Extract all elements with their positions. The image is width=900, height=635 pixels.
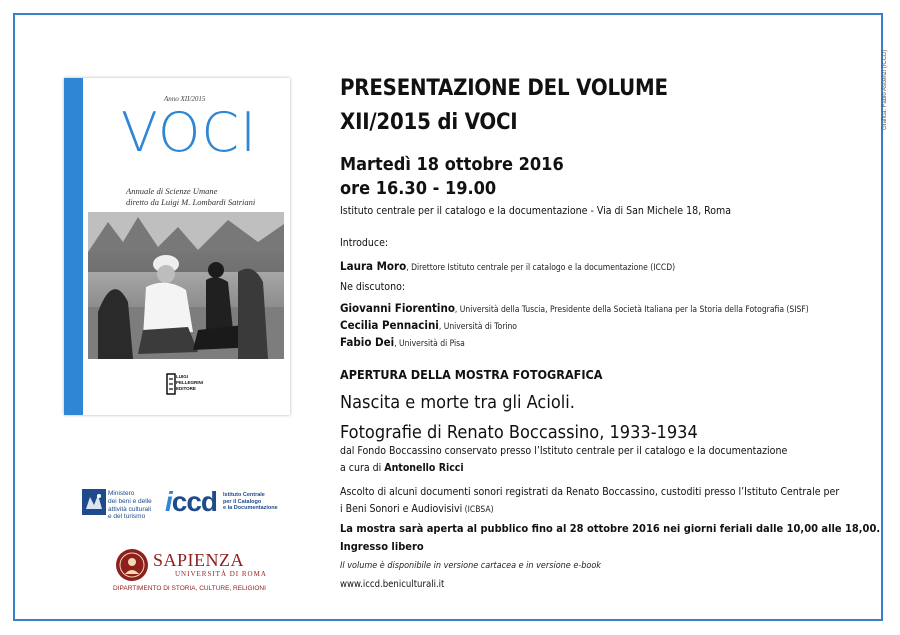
speaker-item: Cecilia Pennacini, Università di Torino [340, 318, 517, 332]
cover-title: VOCI [120, 101, 258, 164]
website-link[interactable]: www.iccd.beniculturali.it [340, 579, 445, 590]
speaker-item: Fabio Dei, Università di Pisa [340, 335, 465, 349]
free-entry: Ingresso libero [340, 540, 424, 553]
exhibition-title-line-1: Nascita e morte tra gli Acioli. [340, 392, 575, 413]
event-date: Martedì 18 ottobre 2016 [340, 154, 564, 175]
cover-subtitle: Annuale di Scienze Umane diretto da Luigi M. Lombardi Satriani [126, 186, 256, 208]
audio-note-line-1: Ascolto di alcuni documenti sonori registrati da Renato Boccassino, custoditi presso l’Istituto Centrale per [340, 486, 840, 498]
cover-year: Anno XII/2015 [164, 95, 206, 103]
exhibition-opening: La mostra sarà aperta al pubblico fino al 28 ottobre 2016 nei giorni feriali dalle 10,00 alle 18,00. [340, 522, 881, 535]
graphic-credit: Grafica: Fabio Ascenzi (ICCD) [882, 49, 888, 130]
sapienza-name: SAPIENZA [153, 550, 245, 570]
event-time: ore 16.30 - 19.00 [340, 178, 497, 199]
iccd-logo-mark: iccd [165, 486, 218, 517]
cover-band [64, 78, 83, 415]
exhibition-source: dal Fondo Boccassino conservato presso l’Istituto centrale per il catalogo e la documentazione [340, 445, 788, 457]
cover-photo [88, 212, 284, 359]
audio-note-line-2: i Beni Sonori e Audiovisivi (ICBSA) [340, 503, 494, 515]
mibac-logo-icon [82, 489, 106, 515]
exhibition-heading: APERTURA DELLA MOSTRA FOTOGRAFICA [340, 367, 603, 382]
sapienza-subtitle: UNIVERSITÀ DI ROMA [175, 570, 267, 578]
publisher-name: LUIGI PELLEGRINI EDITORE [176, 374, 204, 391]
department-name: DIPARTIMENTO DI STORIA, CULTURE, RELIGIONI [113, 585, 266, 592]
introducer: Laura Moro, Direttore Istituto centrale per il catalogo e la documentazione (ICCD) [340, 259, 676, 273]
mibac-name: Ministero dei beni e delle attività culturali e del turismo [108, 490, 152, 521]
event-title-line-1: PRESENTAZIONE DEL VOLUME [340, 76, 668, 101]
event-title-line-2: XII/2015 di VOCI [340, 110, 518, 135]
iccd-name: Istituto Centrale per il Catalogo e la Documentazione [223, 492, 278, 512]
book-cover [64, 78, 290, 415]
exhibition-curator: a cura di Antonello Ricci [340, 462, 464, 474]
sapienza-seal-icon [115, 548, 149, 582]
ebook-note: Il volume è disponibile in versione cartacea e in versione e-book [340, 561, 601, 571]
iccd-logo [165, 486, 278, 518]
discuss-label: Ne discutono: [340, 281, 406, 293]
exhibition-title-line-2: Fotografie di Renato Boccassino, 1933-1934 [340, 422, 698, 443]
speaker-item: Giovanni Fiorentino, Università della Tuscia, Presidente della Società Italiana per la Storia della Fotografia (SISF) [340, 301, 809, 315]
event-venue: Istituto centrale per il catalogo e la documentazione - Via di San Michele 18, Roma [340, 205, 731, 217]
introduce-label: Introduce: [340, 237, 389, 249]
